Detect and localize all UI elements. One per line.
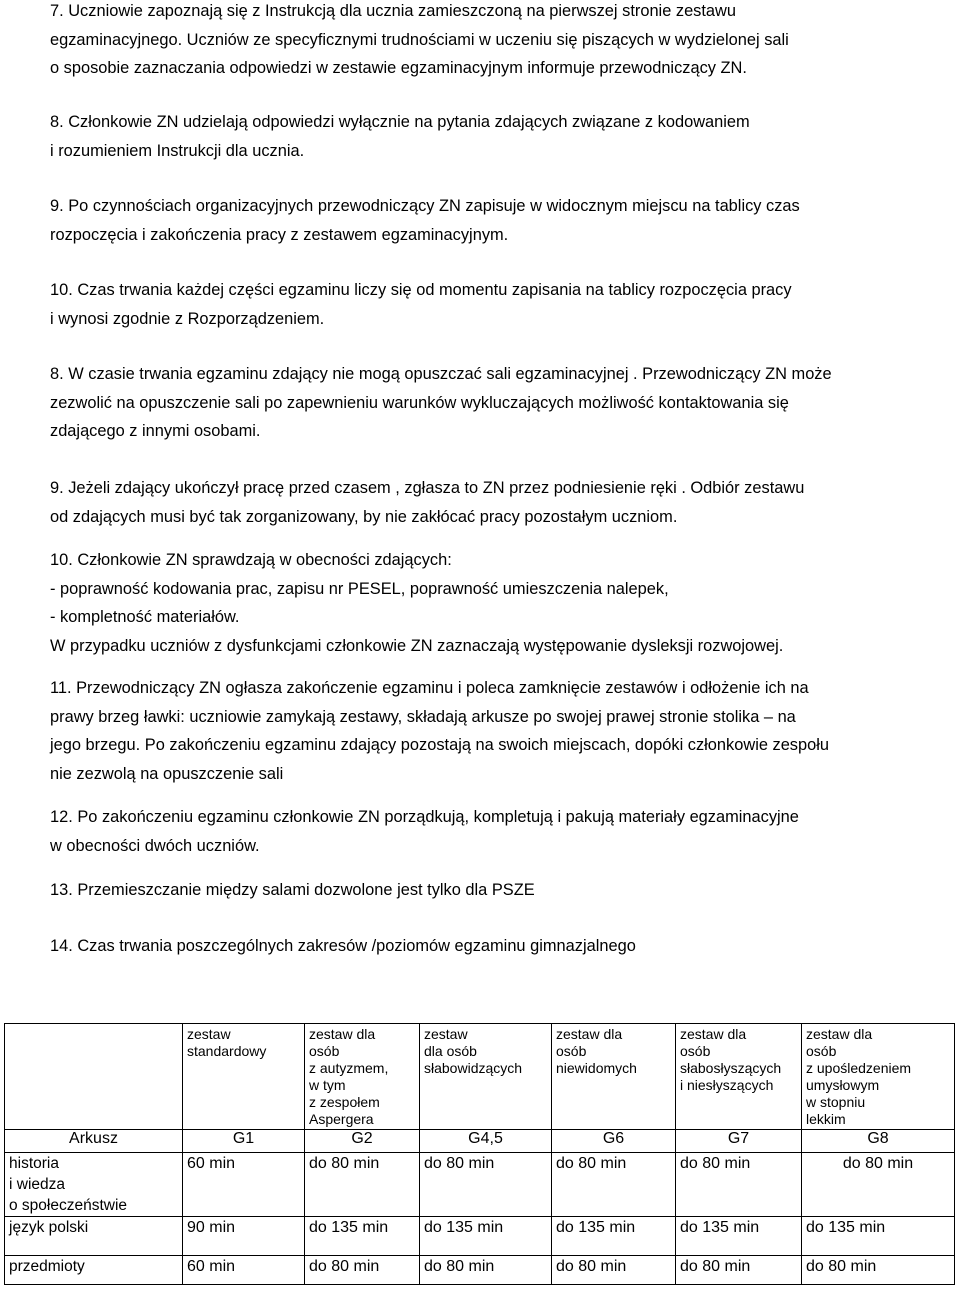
code-g2: G2 — [305, 1130, 420, 1153]
time-cell: do 80 min — [420, 1256, 552, 1285]
subject-cell: przedmioty — [5, 1256, 183, 1285]
time-cell: 90 min — [183, 1217, 305, 1256]
subject-cell: historia i wiedza o społeczeństwie — [5, 1153, 183, 1217]
time-cell: do 80 min — [802, 1256, 955, 1285]
table-header-row — [5, 1024, 955, 1130]
time-cell: do 80 min — [420, 1153, 552, 1217]
header-corner-cell — [5, 1024, 183, 1130]
exam-duration-table — [4, 1023, 955, 1285]
header-g7: zestaw dla osób słabosłyszących i niesłyszących — [676, 1024, 802, 1130]
table-row — [5, 1153, 955, 1217]
time-cell: do 80 min — [305, 1153, 420, 1217]
paragraph-9b: 9. Jeżeli zdający ukończył pracę przed czasem , zgłasza to ZN przez podniesienie ręki . Odbiór zestawu od zdających musi być tak zorganizowany, by nie zakłócać pracy pozostałym uczniom. — [50, 479, 805, 526]
time-cell: do 135 min — [676, 1217, 802, 1256]
time-cell: do 80 min — [802, 1153, 955, 1217]
header-g45: zestaw dla osób słabowidzących — [420, 1024, 552, 1130]
paragraph-12: 12. Po zakończeniu egzaminu członkowie ZN porządkują, kompletują i pakują materiały egzaminacyjne w obecności dwóch uczniów. — [50, 808, 799, 855]
time-cell: 60 min — [183, 1256, 305, 1285]
code-g7: G7 — [676, 1130, 802, 1153]
arkusz-row — [5, 1130, 955, 1153]
time-cell: do 80 min — [305, 1256, 420, 1285]
code-g45: G4,5 — [420, 1130, 552, 1153]
code-g6: G6 — [552, 1130, 676, 1153]
time-cell: do 135 min — [420, 1217, 552, 1256]
paragraph-10: 10. Czas trwania każdej części egzaminu liczy się od momentu zapisania na tablicy rozpoczęcia pracy i wynosi zgodnie z Rozporządzeniem. — [50, 281, 792, 328]
code-g8: G8 — [802, 1130, 955, 1153]
header-g1: zestaw standardowy — [183, 1024, 305, 1130]
paragraph-8b: 8. W czasie trwania egzaminu zdający nie mogą opuszczać sali egzaminacyjnej . Przewodniczący ZN może zezwolić na opuszczenie sali po zapewnieniu warunków wykluczających możliwość kontaktowania się zdającego z innymi osobami. — [50, 365, 832, 440]
paragraph-7: 7. Uczniowie zapoznają się z Instrukcją dla ucznia zamieszczoną na pierwszej stronie zestawu egzaminacyjnego. Uczniów ze specyficznymi trudnościami w uczeniu się piszących w wydzielonej sali o sposobie zaznaczania odpowiedzi w zestawie egzaminacyjnym informuje przewodniczący ZN. — [50, 2, 789, 77]
arkusz-label: Arkusz — [5, 1130, 183, 1153]
paragraph-13: 13. Przemieszczanie między salami dozwolone jest tylko dla PSZE — [50, 881, 535, 899]
time-cell: do 80 min — [552, 1256, 676, 1285]
time-cell: do 135 min — [802, 1217, 955, 1256]
time-cell: 60 min — [183, 1153, 305, 1217]
time-cell: do 80 min — [676, 1153, 802, 1217]
time-cell: do 80 min — [676, 1256, 802, 1285]
time-cell: do 135 min — [552, 1217, 676, 1256]
table-row — [5, 1217, 955, 1256]
header-g8: zestaw dla osób z upośledzeniem umysłowym w stopniu lekkim — [802, 1024, 955, 1130]
time-cell: do 80 min — [552, 1153, 676, 1217]
code-g1: G1 — [183, 1130, 305, 1153]
header-g2: zestaw dla osób z autyzmem, w tym z zespołem Aspergera — [305, 1024, 420, 1130]
time-cell: do 135 min — [305, 1217, 420, 1256]
paragraph-10b: 10. Członkowie ZN sprawdzają w obecności zdających: - poprawność kodowania prac, zapisu nr PESEL, poprawność umieszczenia nalepek, - kompletność materiałów. W przypadku uczniów z dysfunkcjami członkowie ZN zaznaczają występowanie dysleksji rozwojowej. — [50, 551, 784, 655]
table-row — [5, 1256, 955, 1285]
paragraph-14: 14. Czas trwania poszczególnych zakresów /poziomów egzaminu gimnazjalnego — [50, 937, 636, 955]
subject-cell: język polski — [5, 1217, 183, 1256]
paragraph-8: 8. Członkowie ZN udzielają odpowiedzi wyłącznie na pytania zdających związane z kodowaniem i rozumieniem Instrukcji dla ucznia. — [50, 113, 750, 160]
paragraph-11: 11. Przewodniczący ZN ogłasza zakończenie egzaminu i poleca zamknięcie zestawów i odłożenie ich na prawy brzeg ławki: uczniowie zamykają zestawy, składają arkusze po swojej prawej stronie stolika – na jego brzegu. Po zakończeniu egzaminu zdający pozostają na swoich miejscach, dopóki członkowie zespołu nie zezwolą na opuszczenie sali — [50, 679, 829, 783]
paragraph-9: 9. Po czynnościach organizacyjnych przewodniczący ZN zapisuje w widocznym miejscu na tablicy czas rozpoczęcia i zakończenia pracy z zestawem egzaminacyjnym. — [50, 197, 800, 244]
header-g6: zestaw dla osób niewidomych — [552, 1024, 676, 1130]
